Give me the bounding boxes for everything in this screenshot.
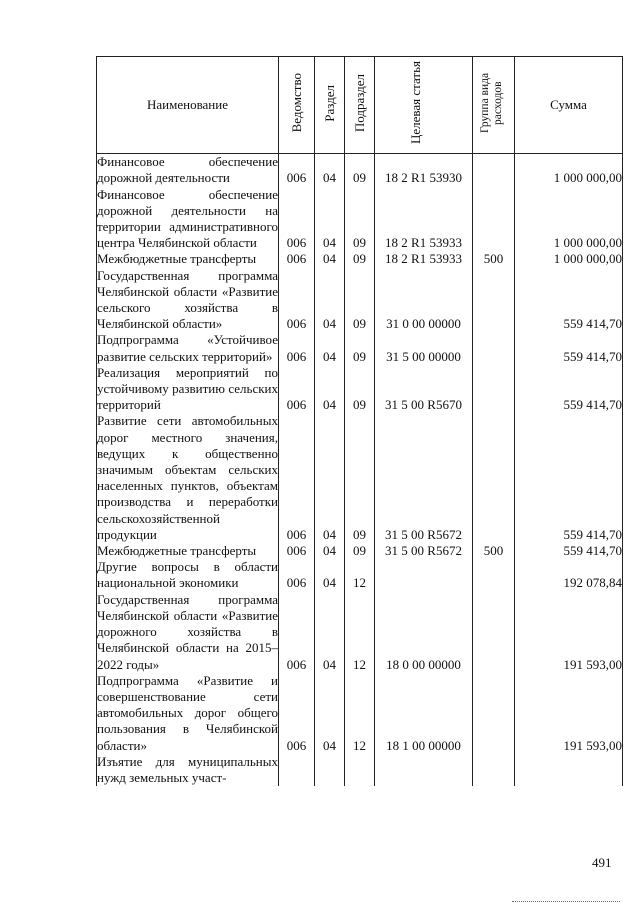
cell-section: 04 bbox=[315, 673, 345, 754]
cell-subsection: 09 bbox=[345, 187, 375, 252]
cell-section: 04 bbox=[315, 187, 345, 252]
cell-section: 04 bbox=[315, 559, 345, 591]
cell-sum: 559 414,70 bbox=[515, 332, 623, 364]
cell-section: 04 bbox=[315, 365, 345, 414]
cell-subsection: 12 bbox=[345, 592, 375, 673]
cell-dept: 006 bbox=[279, 543, 315, 559]
cell-sum: 192 078,84 bbox=[515, 559, 623, 591]
cell-dept: 006 bbox=[279, 413, 315, 543]
cell-name: Государственная программа Челябинской области «Развитие сельского хозяйства в Челябинской области» bbox=[97, 267, 278, 332]
cell-sum: 559 414,70 bbox=[515, 413, 623, 543]
cell-dept: 006 bbox=[279, 365, 315, 414]
cell-dept: 006 bbox=[279, 332, 315, 364]
cell-section: 04 bbox=[315, 413, 345, 543]
cell-exp-group bbox=[473, 365, 515, 414]
cell-sum: 1 000 000,00 bbox=[515, 187, 623, 252]
cell-section: 04 bbox=[315, 268, 345, 333]
cell-sum: 559 414,70 bbox=[515, 365, 623, 414]
col-header-section-label: Раздел bbox=[321, 84, 337, 122]
table-row bbox=[97, 543, 623, 559]
cell-dept: 006 bbox=[279, 673, 315, 754]
table-row bbox=[97, 413, 623, 543]
cell-exp-group bbox=[473, 154, 515, 187]
cell-subsection: 09 bbox=[345, 332, 375, 364]
col-header-subsection-label: Подраздел bbox=[351, 73, 367, 133]
cell-target: 31 5 00 R5672 bbox=[375, 543, 473, 559]
cell-subsection: 09 bbox=[345, 543, 375, 559]
cell-name: Развитие сети автомобильных дорог местного значения, ведущих к общественно значимым объектам сельских населенных пунктов, объектам производства и переработки сельскохозяйственной продукции bbox=[97, 413, 278, 542]
col-header-sum bbox=[515, 57, 623, 154]
col-header-exp-group bbox=[473, 57, 515, 154]
cell-subsection: 09 bbox=[345, 251, 375, 267]
table-row bbox=[97, 268, 623, 333]
cell-sum: 559 414,70 bbox=[515, 543, 623, 559]
col-header-target bbox=[375, 57, 473, 154]
cell-target: 18 1 00 00000 bbox=[375, 673, 473, 754]
cell-target: 31 5 00 00000 bbox=[375, 332, 473, 364]
cell-dept: 006 bbox=[279, 187, 315, 252]
col-header-name bbox=[97, 57, 279, 154]
col-header-exp-group-label: Группа вида расходов bbox=[478, 72, 504, 134]
cell-exp-group bbox=[473, 754, 515, 786]
cell-name: Государственная программа Челябинской области «Развитие дорожного хозяйства в Челябинской области на 2015–2022 годы» bbox=[97, 591, 278, 672]
cell-exp-group bbox=[473, 332, 515, 364]
table-row bbox=[97, 673, 623, 754]
col-header-sum-label: Сумма bbox=[550, 97, 587, 112]
footer-divider bbox=[512, 901, 620, 902]
col-header-subsection bbox=[345, 57, 375, 154]
cell-name: Подпрограмма «Устойчивое развитие сельских территорий» bbox=[97, 332, 278, 364]
cell-target: 31 5 00 R5670 bbox=[375, 365, 473, 414]
cell-subsection: 09 bbox=[345, 413, 375, 543]
table-row bbox=[97, 154, 623, 187]
table-body bbox=[97, 154, 623, 786]
cell-sum: 1 000 000,00 bbox=[515, 154, 623, 187]
cell-name: Подпрограмма «Развитие и совершенствование сети автомобильных дорог общего пользования в Челябинской области» bbox=[97, 672, 278, 753]
cell-exp-group bbox=[473, 592, 515, 673]
budget-table bbox=[96, 56, 623, 786]
cell-sum: 191 593,00 bbox=[515, 673, 623, 754]
cell-target bbox=[375, 754, 473, 786]
cell-sum: 1 000 000,00 bbox=[515, 251, 623, 267]
cell-section: 04 bbox=[315, 154, 345, 187]
cell-exp-group: 500 bbox=[473, 251, 515, 267]
cell-sum bbox=[515, 754, 623, 786]
cell-name: Межбюджетные трансферты bbox=[97, 543, 279, 559]
cell-exp-group bbox=[473, 559, 515, 591]
cell-section bbox=[315, 754, 345, 786]
cell-subsection: 09 bbox=[345, 154, 375, 187]
cell-section: 04 bbox=[315, 592, 345, 673]
cell-target: 31 5 00 R5672 bbox=[375, 413, 473, 543]
cell-name: Другие вопросы в области национальной экономики bbox=[97, 559, 278, 591]
cell-exp-group bbox=[473, 268, 515, 333]
table-row bbox=[97, 592, 623, 673]
cell-sum: 559 414,70 bbox=[515, 268, 623, 333]
cell-target: 31 0 00 00000 bbox=[375, 268, 473, 333]
cell-name: Финансовое обеспечение дорожной деятельности на территории административного центра Челябинской области bbox=[97, 186, 278, 251]
cell-dept bbox=[279, 754, 315, 786]
cell-exp-group bbox=[473, 673, 515, 754]
cell-target: 18 2 R1 53933 bbox=[375, 187, 473, 252]
cell-exp-group bbox=[473, 187, 515, 252]
col-header-target-label: Целевая статья bbox=[407, 61, 423, 145]
cell-exp-group: 500 bbox=[473, 543, 515, 559]
cell-section: 04 bbox=[315, 543, 345, 559]
cell-section: 04 bbox=[315, 251, 345, 267]
cell-dept: 006 bbox=[279, 251, 315, 267]
cell-sum: 191 593,00 bbox=[515, 592, 623, 673]
col-header-name-label: Наименование bbox=[147, 97, 228, 112]
cell-dept: 006 bbox=[279, 592, 315, 673]
table-row bbox=[97, 187, 623, 252]
cell-name: Реализация мероприятий по устойчивому развитию сельских территорий bbox=[97, 364, 278, 413]
col-header-dept-label: Ведомство bbox=[288, 73, 304, 133]
cell-dept: 006 bbox=[279, 559, 315, 591]
col-header-dept bbox=[279, 57, 315, 154]
cell-dept: 006 bbox=[279, 154, 315, 187]
cell-name: Изъятие для муниципальных нужд земельных участ- bbox=[97, 753, 278, 785]
cell-subsection: 09 bbox=[345, 268, 375, 333]
cell-subsection: 12 bbox=[345, 673, 375, 754]
cell-target bbox=[375, 559, 473, 591]
cell-target: 18 2 R1 53930 bbox=[375, 154, 473, 187]
cell-exp-group bbox=[473, 413, 515, 543]
cell-name: Межбюджетные трансферты bbox=[97, 251, 279, 267]
cell-subsection: 09 bbox=[345, 365, 375, 414]
cell-dept: 006 bbox=[279, 268, 315, 333]
table-row bbox=[97, 332, 623, 364]
header-row bbox=[97, 57, 623, 154]
table-row bbox=[97, 365, 623, 414]
cell-target: 18 2 R1 53933 bbox=[375, 251, 473, 267]
cell-name: Финансовое обеспечение дорожной деятельности bbox=[97, 154, 278, 186]
cell-subsection bbox=[345, 754, 375, 786]
cell-target: 18 0 00 00000 bbox=[375, 592, 473, 673]
cell-section: 04 bbox=[315, 332, 345, 364]
table-row bbox=[97, 251, 623, 267]
table-row bbox=[97, 559, 623, 591]
page-number: 491 bbox=[592, 855, 612, 870]
table-row bbox=[97, 754, 623, 786]
col-header-section bbox=[315, 57, 345, 154]
cell-subsection: 12 bbox=[345, 559, 375, 591]
